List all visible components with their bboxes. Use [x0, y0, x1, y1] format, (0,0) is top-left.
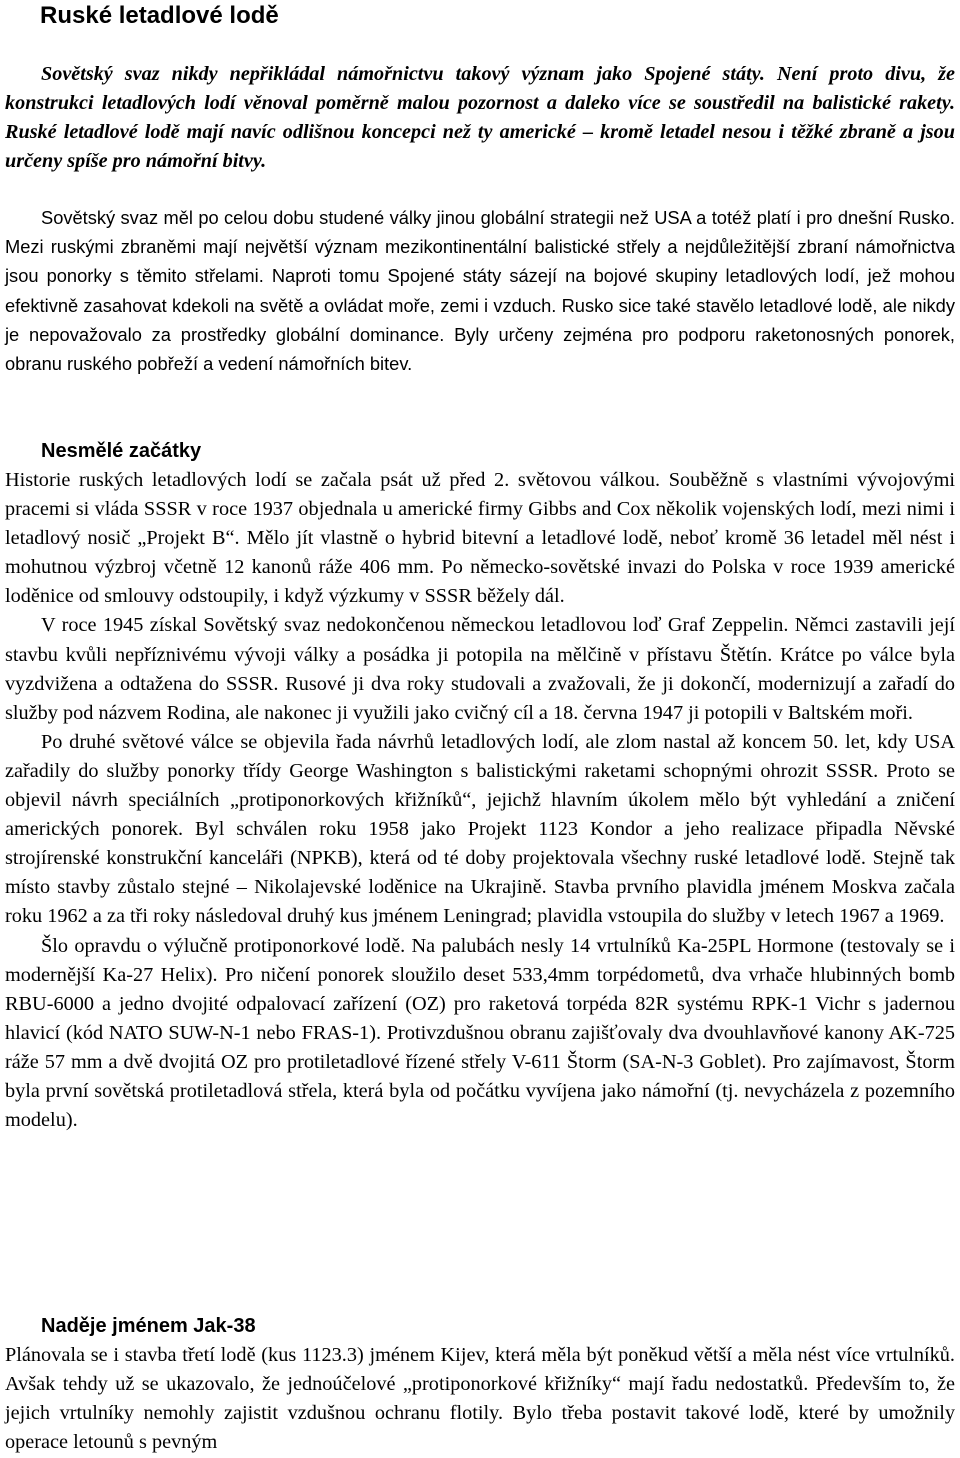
section-nesmele-zacatky — [5, 437, 955, 1135]
article-perex: Sovětský svaz nikdy nepřikládal námořnictvu takový význam jako Spojené státy. Není proto divu, že konstrukci letadlových lodí věnoval poměrně malou pozornost a daleko více se soustředil na balistické rakety. Ruské letadlové lodě mají navíc odlišnou koncepci než ty americké – kromě letadel nesou i těžké zbraně a jsou určeny spíše pro námořní bitvy. — [5, 63, 955, 172]
section-heading: Nesmělé začátky — [41, 440, 202, 462]
article-title: Ruské letadlové lodě — [40, 2, 279, 29]
section-paragraph: Plánovala se i stavba třetí lodě (kus 1123.3) jménem Kijev, která měla být poněkud větší a měla nést více vrtulníků. Avšak tehdy už se ukazovalo, že jednoúčelové „protiponorkové křižníky“ mají řadu nedostatků. Především to, že jejich vrtulníky nemohly zajistit vzdušnou ochranu flotily. Bylo třeba postavit takové lodě, které by umožnily operace letounů s pevným — [5, 1344, 955, 1454]
section-paragraph: Po druhé světové válce se objevila řada návrhů letadlových lodí, ale zlom nastal až koncem 50. let, kdy USA zařadily do služby ponorky třídy George Washington s balistickými raketami schopnými ohrozit SSSR. Proto se objevil návrh speciálních „protiponorkových křižníků“, jejichž hlavním úkolem mělo být vyhledání a zničení amerických ponorek. Byl schválen roku 1958 jako Projekt 1123 Kondor a jeho realizace připadla Něvské strojírenské konstrukční kanceláři (NPKB), která od té doby projektovala všechny ruské letadlové lodě. Stejně tak místo stavby zůstalo stejné – Nikolajevské loděnice na Ukrajině. Stavba prvního plavidla jménem Moskva začala roku 1962 a za tři roky následoval druhý kus jménem Leningrad; plavidla vstoupila do služby v letech 1967 a 1969. — [5, 730, 955, 928]
section-heading: Naděje jménem Jak-38 — [41, 1315, 256, 1337]
section-paragraph: V roce 1945 získal Sovětský svaz nedokončenou německou letadlovou loď Graf Zeppelin. Němci zastavili její stavbu kvůli nepříznivému vývoji války a posádka ji potopila na mělčině v přístavu Štětín. Krátce po válce byla vyzdvižena a odtažena do SSSR. Rusové ji dva roky studovali a zvažovali, že ji dokončí, modernizují a zařadí do služby pod názvem Rodina, ale nakonec ji využili jako cvičný cíl a 18. června 1947 ji potopili v Baltském moři. — [5, 614, 955, 724]
section-paragraph: Šlo opravdu o výlučně protiponorkové lodě. Na palubách nesly 14 vrtulníků Ka-25PL Hormone (testovaly se i modernější Ka-27 Helix). Pro ničení ponorek sloužilo deset 533,4mm torpédometů, dva vrhače hlubinných bomb RBU-6000 a jedno dvojité odpalovací zařízení (OZ) pro raketová torpéda 82R systému RPK-1 Vichr s jadernou hlavicí (kód NATO SUW-N-1 nebo FRAS-1). Protivzdušnou obranu zajišťovaly dva dvouhlavňové kanony AK-725 ráže 57 mm a dvě dvojitá OZ pro protiletadlové řízené střely V-611 Štorm (SA-N-3 Goblet). Pro zajímavost, Štorm byla první sovětská protiletadlová střela, která byla od počátku vyvíjena jako námořní (tj. nevycházela z pozemního modelu). — [5, 934, 955, 1132]
section-nadeje-jak-38 — [5, 1312, 955, 1457]
section-paragraph: Historie ruských letadlových lodí se začala psát už před 2. světovou válkou. Souběžně s vlastními vývojovými pracemi si vláda SSSR v roce 1937 objednala u americké firmy Gibbs and Cox několik vojenských lodí, mezi nimi i letadlový nosič „Projekt B“. Mělo jít vlastně o hybrid bitevní a letadlové lodě, neboť kromě 36 letadel měl nést i mohutnou výzbroj včetně 12 kanonů ráže 406 mm. Po německo-sovětské invazi do Polska v roce 1939 americké loděnice od smlouvy odstoupily, i když výzkumy v SSSR běžely dál. — [5, 469, 955, 608]
intro-paragraph: Sovětský svaz měl po celou dobu studené války jinou globální strategii než USA a totéž platí i pro dnešní Rusko. Mezi ruskými zbraněmi mají největší význam mezikontinentální balistické střely a nejdůležitější zbraní námořnictva jsou ponorky s těmito střelami. Naproti tomu Spojené státy sázejí na bojové skupiny letadlových lodí, jež mohou efektivně zasahovat kdekoli na světě a ovládat moře, zemi i vzduch. Rusko sice také stavělo letadlové lodě, ale nikdy je nepovažovalo za prostředky globální dominance. Byly určeny zejména pro podporu raketonosných ponorek, obranu ruského pobřeží a vedení námořních bitev. — [5, 207, 955, 375]
